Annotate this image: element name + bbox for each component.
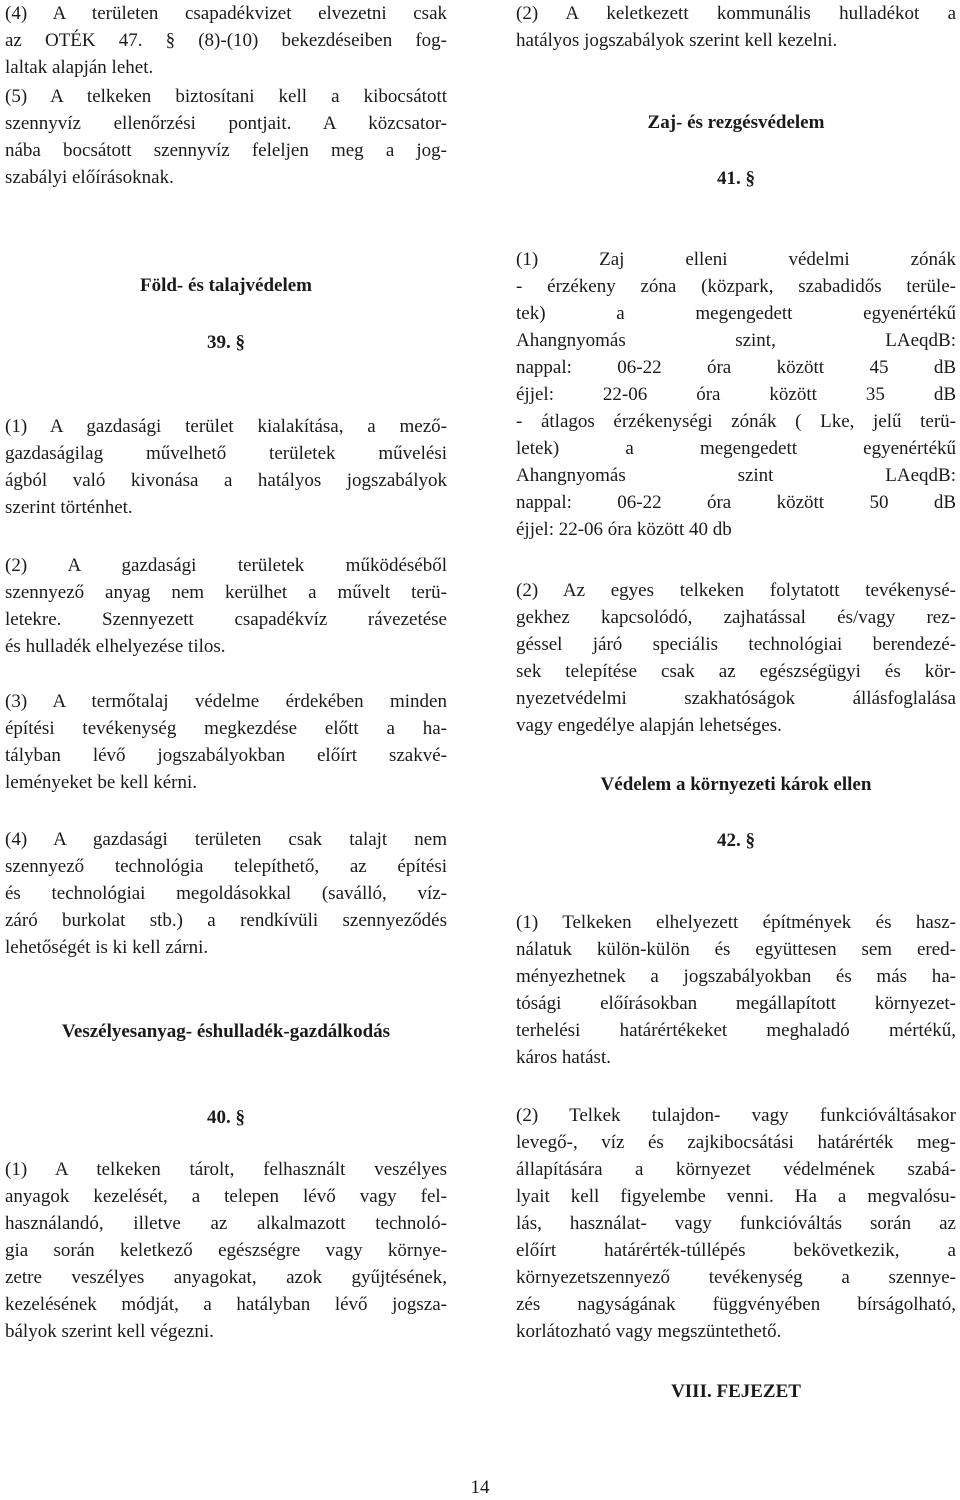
text-line: szennyező anyag nem kerülhet a művelt terü- <box>5 582 447 603</box>
text-line: záró burkolat stb.) a rendkívüli szennyeződés <box>5 910 447 931</box>
paragraph-39-4 <box>5 826 447 961</box>
text-line: letek) a megengedett egyenértékű <box>516 438 956 459</box>
text-line: lás, használat- vagy funkcióváltás során az <box>516 1213 956 1234</box>
text-line: káros hatást. <box>516 1047 611 1068</box>
text-line: (1) Telkeken elhelyezett építmények és hasz- <box>516 912 956 933</box>
heading-chapter-viii: VIII. FEJEZET <box>671 1381 801 1402</box>
paragraph-38-4 <box>5 0 447 81</box>
text-line: Veszélyesanyag- és <box>61 1021 213 1042</box>
text-line: zés nagyságának függvényében bírságolható, <box>516 1294 956 1315</box>
text-line: szennyező technológia telepíthető, az építési <box>5 856 447 877</box>
text-line: sek telepítése csak az egészségügyi és kör- <box>516 661 956 682</box>
text-line: tósági előírásokban megállapított környezet- <box>516 993 956 1014</box>
text-line: anyagok kezelését, a telepen lévő vagy fel- <box>5 1186 447 1207</box>
text-line: előírt határérték-túllépés bekövetkezik, a <box>516 1240 956 1261</box>
text-line: használandó, illetve az alkalmazott technoló- <box>5 1213 447 1234</box>
text-line: lyait kell figyelembe venni. Ha a megvalósu- <box>516 1186 956 1207</box>
text-line: környezetszennyező tevékenység a szennye- <box>516 1267 956 1288</box>
paragraph-40-2 <box>516 0 956 54</box>
text-line: kezelésének módját, a hatályban lévő jogsza- <box>5 1294 447 1315</box>
paragraph-42-2 <box>516 1102 956 1345</box>
text-line: (1) A telkeken tárolt, felhasznált veszélyes <box>5 1159 447 1180</box>
text-line: (1) Zaj elleni védelmi zónák <box>516 249 956 270</box>
paragraph-41-2 <box>516 577 956 739</box>
text-line: bályok szerint kell végezni. <box>5 1321 214 1342</box>
heading-zaj-rezgesvedelem: Zaj- és rezgésvédelem <box>647 112 825 133</box>
heading-fold-talajvedelem: Föld- és talajvédelem <box>139 275 312 296</box>
text-line: gazdaságilag művelhető területek művelési <box>5 443 447 464</box>
text-line: hatályos jogszabályok szerint kell kezelni. <box>516 30 838 51</box>
text-line: hulladék-gazdálkodás <box>212 1021 391 1042</box>
text-line: gia során keletkező egészségre vagy környe- <box>5 1240 447 1261</box>
text-line: vagy engedélye alapján lehetséges. <box>516 715 782 736</box>
paragraph-39-1 <box>5 413 447 521</box>
text-line: gekhez kapcsolódó, zajhatással és/vagy rez- <box>516 607 956 628</box>
section-39-number: 39. § <box>207 332 245 353</box>
text-line: - érzékeny zóna (közpark, szabadidős terüle- <box>516 276 956 297</box>
text-line: szabályi előírásoknak. <box>5 167 174 188</box>
text-line: terhelési határértékeket meghaladó mértékű, <box>516 1020 956 1041</box>
text-line: (1) A gazdasági terület kialakítása, a mező- <box>5 416 447 437</box>
text-line: (2) Telkek tulajdon- vagy funkcióváltásakor <box>516 1105 956 1126</box>
text-line: (3) A termőtalaj védelme érdekében minden <box>5 691 447 712</box>
section-40-number: 40. § <box>207 1107 245 1128</box>
text-line: leményeket be kell kérni. <box>5 772 198 793</box>
text-line: nába bocsátott szennyvíz feleljen meg a jog- <box>5 140 447 161</box>
text-line: zetre veszélyes anyagokat, azok gyűjtésének, <box>5 1267 447 1288</box>
text-line: az OTÉK 47. § (8)-(10) bekezdéseiben fog- <box>5 30 447 51</box>
section-41-number: 41. § <box>717 168 755 189</box>
text-line: (2) Az egyes telkeken folytatott tevékenysé- <box>516 580 956 601</box>
text-line: nappal: 06-22 óra között 50 dB <box>516 492 956 513</box>
text-line: nyezetvédelmi szakhatóságok állásfoglalása <box>516 688 956 709</box>
text-line: laltak alapján lehet. <box>5 57 154 78</box>
text-line: ményezhetnek a jogszabályokban és más ha- <box>516 966 956 987</box>
heading-veszelyesanyag <box>5 1018 447 1045</box>
paragraph-41-1 <box>516 246 956 543</box>
text-line: (4) A területen csapadékvizet elvezetni csak <box>5 3 447 24</box>
paragraph-39-2 <box>5 552 447 660</box>
text-line: éjjel: 22-06 óra között 35 dB <box>516 384 956 405</box>
paragraph-40-1 <box>5 1156 447 1345</box>
text-line: tek) a megengedett egyenértékű <box>516 303 956 324</box>
text-line: (5) A telkeken biztosítani kell a kibocsátott <box>5 86 447 107</box>
page-number: 14 <box>470 1477 490 1498</box>
paragraph-38-5 <box>5 83 447 191</box>
text-line: és hulladék elhelyezése tilos. <box>5 636 226 657</box>
text-line: (4) A gazdasági területen csak talajt nem <box>5 829 447 850</box>
text-line: géssel járó speciális technológiai berendezé- <box>516 634 956 655</box>
paragraph-39-3 <box>5 688 447 796</box>
text-line: letekre. Szennyezett csapadékvíz rávezetése <box>5 609 447 630</box>
text-line: Ahangnyomás szint LAeqdB: <box>516 465 956 486</box>
text-line: - átlagos érzékenységi zónák ( Lke, jelű terü- <box>516 411 956 432</box>
text-line: és technológiai megoldásokkal (saválló, víz- <box>5 883 447 904</box>
text-line: építési tevékenység megkezdése előtt a ha- <box>5 718 447 739</box>
text-line: lehetőségét is ki kell zárni. <box>5 937 209 958</box>
text-line: nappal: 06-22 óra között 45 dB <box>516 357 956 378</box>
text-line: szerint történhet. <box>5 497 133 518</box>
section-42-number: 42. § <box>717 830 755 851</box>
text-line: szennyvíz ellenőrzési pontjait. A közcsator- <box>5 113 447 134</box>
text-line: (2) A gazdasági területek működéséből <box>5 555 447 576</box>
text-line: (2) A keletkezett kommunális hulladékot a <box>516 3 956 24</box>
text-line: korlátozható vagy megszüntethető. <box>516 1321 782 1342</box>
text-line: nálatuk külön-külön és együttesen sem ered- <box>516 939 956 960</box>
text-line: Ahangnyomás szint, LAeqdB: <box>516 330 956 351</box>
text-line: állapítására a környezet védelmének szabá- <box>516 1159 956 1180</box>
text-line: tályban lévő jogszabályokban előírt szakvé- <box>5 745 447 766</box>
paragraph-42-1 <box>516 909 956 1071</box>
heading-kornyezeti-karok: Védelem a környezeti károk ellen <box>600 774 872 795</box>
text-line: levegő-, víz és zajkibocsátási határérték meg- <box>516 1132 956 1153</box>
text-line: ágból való kivonása a hatályos jogszabályok <box>5 470 447 491</box>
text-line: éjjel: 22-06 óra között 40 db <box>516 519 732 540</box>
